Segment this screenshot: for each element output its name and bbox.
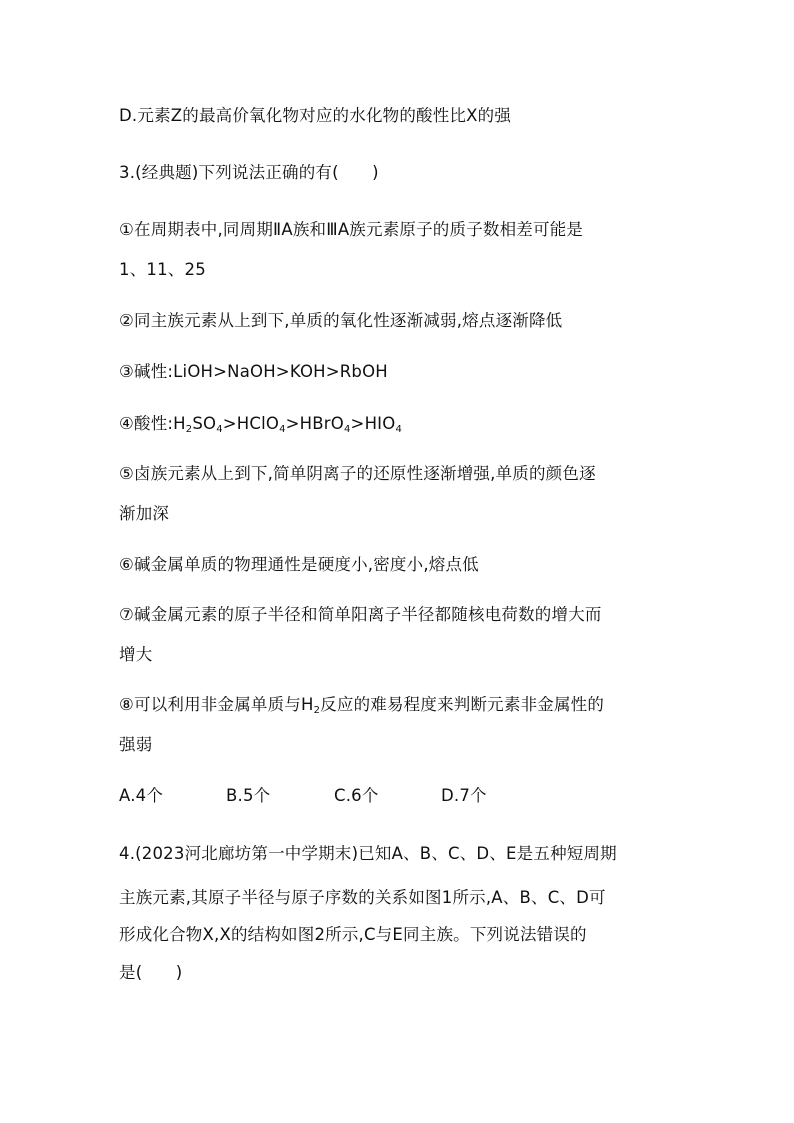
s8-pre: ⑧可以利用非金属单质与H bbox=[119, 695, 314, 714]
q3-stem: 3.(经典题)下列说法正确的有( ) bbox=[119, 163, 379, 182]
s4-text-6: >HBrO bbox=[285, 414, 344, 433]
q3-option-d: D.7个 bbox=[441, 786, 487, 805]
q3-statement-6: ⑥碱金属单质的物理通性是硬度小,密度小,熔点低 bbox=[119, 555, 479, 574]
q3-statement-5: ⑤卤族元素从上到下,简单阴离子的还原性逐渐增强,单质的颜色逐 bbox=[119, 464, 596, 483]
q4-stem-line-2: 主族元素,其原子半径与原子序数的关系如图1所示,A、B、C、D可 bbox=[119, 888, 606, 907]
s4-text-2: SO bbox=[192, 414, 217, 433]
s4-text-8: >HIO bbox=[350, 414, 396, 433]
s4-prefix: ④酸性:H bbox=[119, 414, 186, 433]
q3-statement-2: ②同主族元素从上到下,单质的氧化性逐渐减弱,熔点逐渐降低 bbox=[119, 311, 563, 330]
q3-statement-8-cont: 强弱 bbox=[119, 735, 153, 754]
s8-post: 反应的难易程度来判断元素非金属性的 bbox=[320, 695, 605, 714]
q4-stem-line-3: 形成化合物X,X的结构如图2所示,C与E同主族。下列说法错误的 bbox=[119, 925, 587, 944]
s4-sub-3: 4 bbox=[216, 424, 223, 435]
q3-option-a: A.4个 bbox=[119, 786, 164, 805]
q3-option-c: C.6个 bbox=[334, 786, 379, 805]
q3-statement-1-cont: 1、11、25 bbox=[119, 260, 206, 279]
s4-sub-1: 2 bbox=[185, 424, 193, 435]
q3-statement-7: ⑦碱金属元素的原子半径和简单阳离子半径都随核电荷数的增大而 bbox=[119, 605, 602, 624]
q3-statement-5-cont: 渐加深 bbox=[119, 504, 170, 523]
q3-statement-1: ①在周期表中,同周期ⅡA族和ⅢA族元素原子的质子数相差可能是 bbox=[119, 220, 584, 239]
s4-sub-7: 4 bbox=[343, 424, 351, 435]
q4-stem-line-4: 是( ) bbox=[119, 963, 183, 982]
s4-sub-5: 4 bbox=[279, 424, 286, 435]
s8-sub: 2 bbox=[313, 705, 321, 716]
q3-statement-8 bbox=[119, 694, 604, 722]
q4-stem-line-1: 4.(2023河北廊坊第一中学期末)已知A、B、C、D、E是五种短周期 bbox=[119, 844, 617, 863]
q3-options bbox=[119, 785, 539, 807]
q3-option-b: B.5个 bbox=[226, 786, 271, 805]
q2-option-d: D.元素Z的最高价氧化物对应的水化物的酸性比X的强 bbox=[119, 106, 512, 125]
q3-statement-4 bbox=[119, 413, 402, 441]
s4-sub-9: 4 bbox=[395, 424, 402, 435]
s4-text-4: >HClO bbox=[222, 414, 280, 433]
q3-statement-7-cont: 增大 bbox=[119, 645, 153, 664]
q3-statement-3: ③碱性:LiOH>NaOH>KOH>RbOH bbox=[119, 362, 388, 381]
